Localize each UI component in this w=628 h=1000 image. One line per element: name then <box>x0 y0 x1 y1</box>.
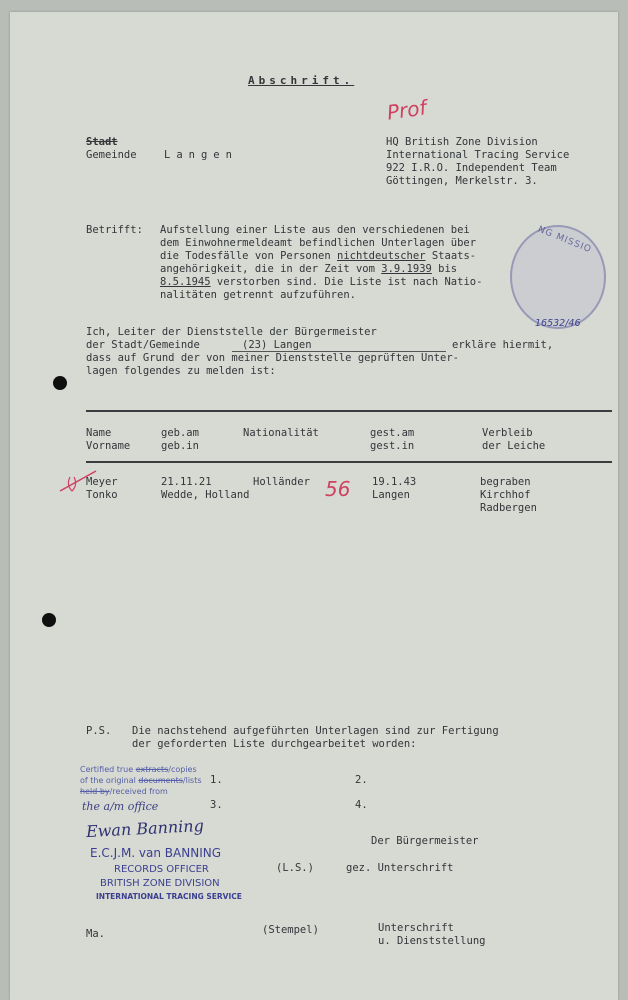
subject-line3-post: Staats- <box>425 250 477 262</box>
punch-hole-top <box>53 376 67 390</box>
cell-verbleib-2: Kirchhof <box>480 489 531 501</box>
declaration-line2-pre: der Stadt/Gemeinde <box>86 339 200 351</box>
subject-label: Betrifft: <box>86 224 143 236</box>
cell-geb-in: Wedde, Holland <box>161 489 250 501</box>
cert-line2-a: of the original <box>80 776 139 785</box>
document-page <box>10 12 618 1000</box>
cert-division: BRITISH ZONE DIVISION <box>100 878 220 889</box>
subject-line4-underlined: 3.9.1939 <box>381 263 432 275</box>
subject-line: nalitäten getrennt aufzuführen. <box>160 289 356 301</box>
declaration-line4: lagen folgendes zu melden ist: <box>86 365 276 377</box>
municipality-struck-label: Stadt <box>86 136 118 148</box>
ps-line2: der geforderten Liste durchgearbeitet worden: <box>132 738 417 750</box>
ps-item-4: 4. <box>355 799 368 811</box>
ps-label: P.S. <box>86 725 112 737</box>
handwritten-annotation-prof: Prof <box>385 95 428 125</box>
punch-hole-bottom <box>42 613 56 627</box>
cert-handwritten: the a/m office <box>82 800 159 813</box>
ps-item-3: 3. <box>210 799 223 811</box>
header-geb-in: geb.in <box>161 440 199 452</box>
addressee-line: Göttingen, Merkelstr. 3. <box>386 175 538 187</box>
cert-line1-b: /copies <box>168 765 197 774</box>
subject-line5-underlined: 8.5.1945 <box>160 276 211 288</box>
cell-vorname: Tonko <box>86 489 118 501</box>
municipality-label: Gemeinde <box>86 149 137 161</box>
header-geb-am: geb.am <box>161 427 199 439</box>
cert-line3-b: /received from <box>109 787 168 796</box>
header-nationality: Nationalität <box>243 427 319 439</box>
signed-note: gez. Unterschrift <box>346 862 454 874</box>
addressee-line: 922 I.R.O. Independent Team <box>386 162 557 174</box>
cert-line1-struck: extracts <box>135 765 169 774</box>
signature-line1: Unterschrift <box>378 922 454 934</box>
cert-line2 <box>80 776 202 786</box>
signature-line2: u. Dienststellung <box>378 935 486 947</box>
cert-officer-role: RECORDS OFFICER <box>114 864 209 875</box>
subject-line4-pre: angehörigkeit, die in der Zeit vom <box>160 263 382 275</box>
cell-geb-am: 21.11.21 <box>161 476 212 488</box>
cert-officer-name: E.C.J.M. van BANNING <box>90 846 222 860</box>
red-check-mark <box>56 467 100 497</box>
addressee-line: HQ British Zone Division <box>386 136 538 148</box>
addressee-line: International Tracing Service <box>386 149 570 161</box>
subject-line3-underlined: nichtdeutscher <box>337 250 426 262</box>
subject-line3-pre: die Todesfälle von Personen <box>160 250 338 262</box>
header-verbleib: Verbleib <box>482 427 533 439</box>
ps-item-1: 1. <box>210 774 223 786</box>
cert-line3 <box>80 787 168 797</box>
cert-line2-b: /lists <box>182 776 202 785</box>
subject-line: dem Einwohnermeldeamt befindlichen Unterlagen über <box>160 237 477 249</box>
table-top-rule <box>86 410 612 412</box>
cert-signature: Ewan Banning <box>85 815 205 842</box>
cell-nationality: Holländer <box>253 476 310 488</box>
header-gest-am: gest.am <box>370 427 415 439</box>
subject-line4-post: bis <box>431 263 458 275</box>
declaration-line2-town: (23) Langen <box>242 339 312 351</box>
red-annotation-number: 56 <box>325 477 351 501</box>
header-gest-in: gest.in <box>370 440 415 452</box>
declaration-line1: Ich, Leiter der Dienststelle der Bürgermeister <box>86 326 377 338</box>
seal-ls: (L.S.) <box>276 862 314 874</box>
stamp-note: (Stempel) <box>262 924 319 936</box>
cert-line1-a: Certified true <box>80 765 136 774</box>
stamp-number: 16532/46 <box>535 318 581 329</box>
ps-item-2: 2. <box>355 774 368 786</box>
subject-line: Aufstellung einer Liste aus den verschiedenen bei <box>160 224 470 236</box>
header-name: Name <box>86 427 112 439</box>
municipality-name: Langen <box>164 149 238 161</box>
table-header-rule <box>86 461 612 463</box>
place-abbrev: Ma. <box>86 928 105 940</box>
ps-line1: Die nachstehend aufgeführten Unterlagen sind zur Fertigung <box>132 725 499 737</box>
round-stamp-text: NG MISSIO <box>536 224 593 256</box>
cell-gest-in: Langen <box>372 489 410 501</box>
subject-line5-post: verstorben sind. Die Liste ist nach Natio- <box>210 276 483 288</box>
cell-gest-am: 19.1.43 <box>372 476 417 488</box>
cell-name: Meyer <box>86 476 118 488</box>
header-der-leiche: der Leiche <box>482 440 546 452</box>
cert-service: INTERNATIONAL TRACING SERVICE <box>96 892 242 901</box>
declaration-line3: dass auf Grund der von meiner Dienststelle geprüften Unter- <box>86 352 459 364</box>
subject-line <box>160 263 457 276</box>
mayor-title: Der Bürgermeister <box>371 835 479 847</box>
cert-line1 <box>80 765 197 775</box>
declaration-line2-post: erkläre hiermit, <box>452 339 554 351</box>
cert-line3-struck: held by <box>80 787 110 796</box>
cell-verbleib-3: Radbergen <box>480 502 537 514</box>
subject-line <box>160 250 476 263</box>
header-vorname: Vorname <box>86 440 131 452</box>
cell-verbleib-1: begraben <box>480 476 531 488</box>
round-stamp <box>510 225 606 329</box>
document-title: Abschrift. <box>248 74 355 87</box>
subject-line <box>160 276 482 289</box>
cert-line2-struck: documents <box>138 776 183 785</box>
